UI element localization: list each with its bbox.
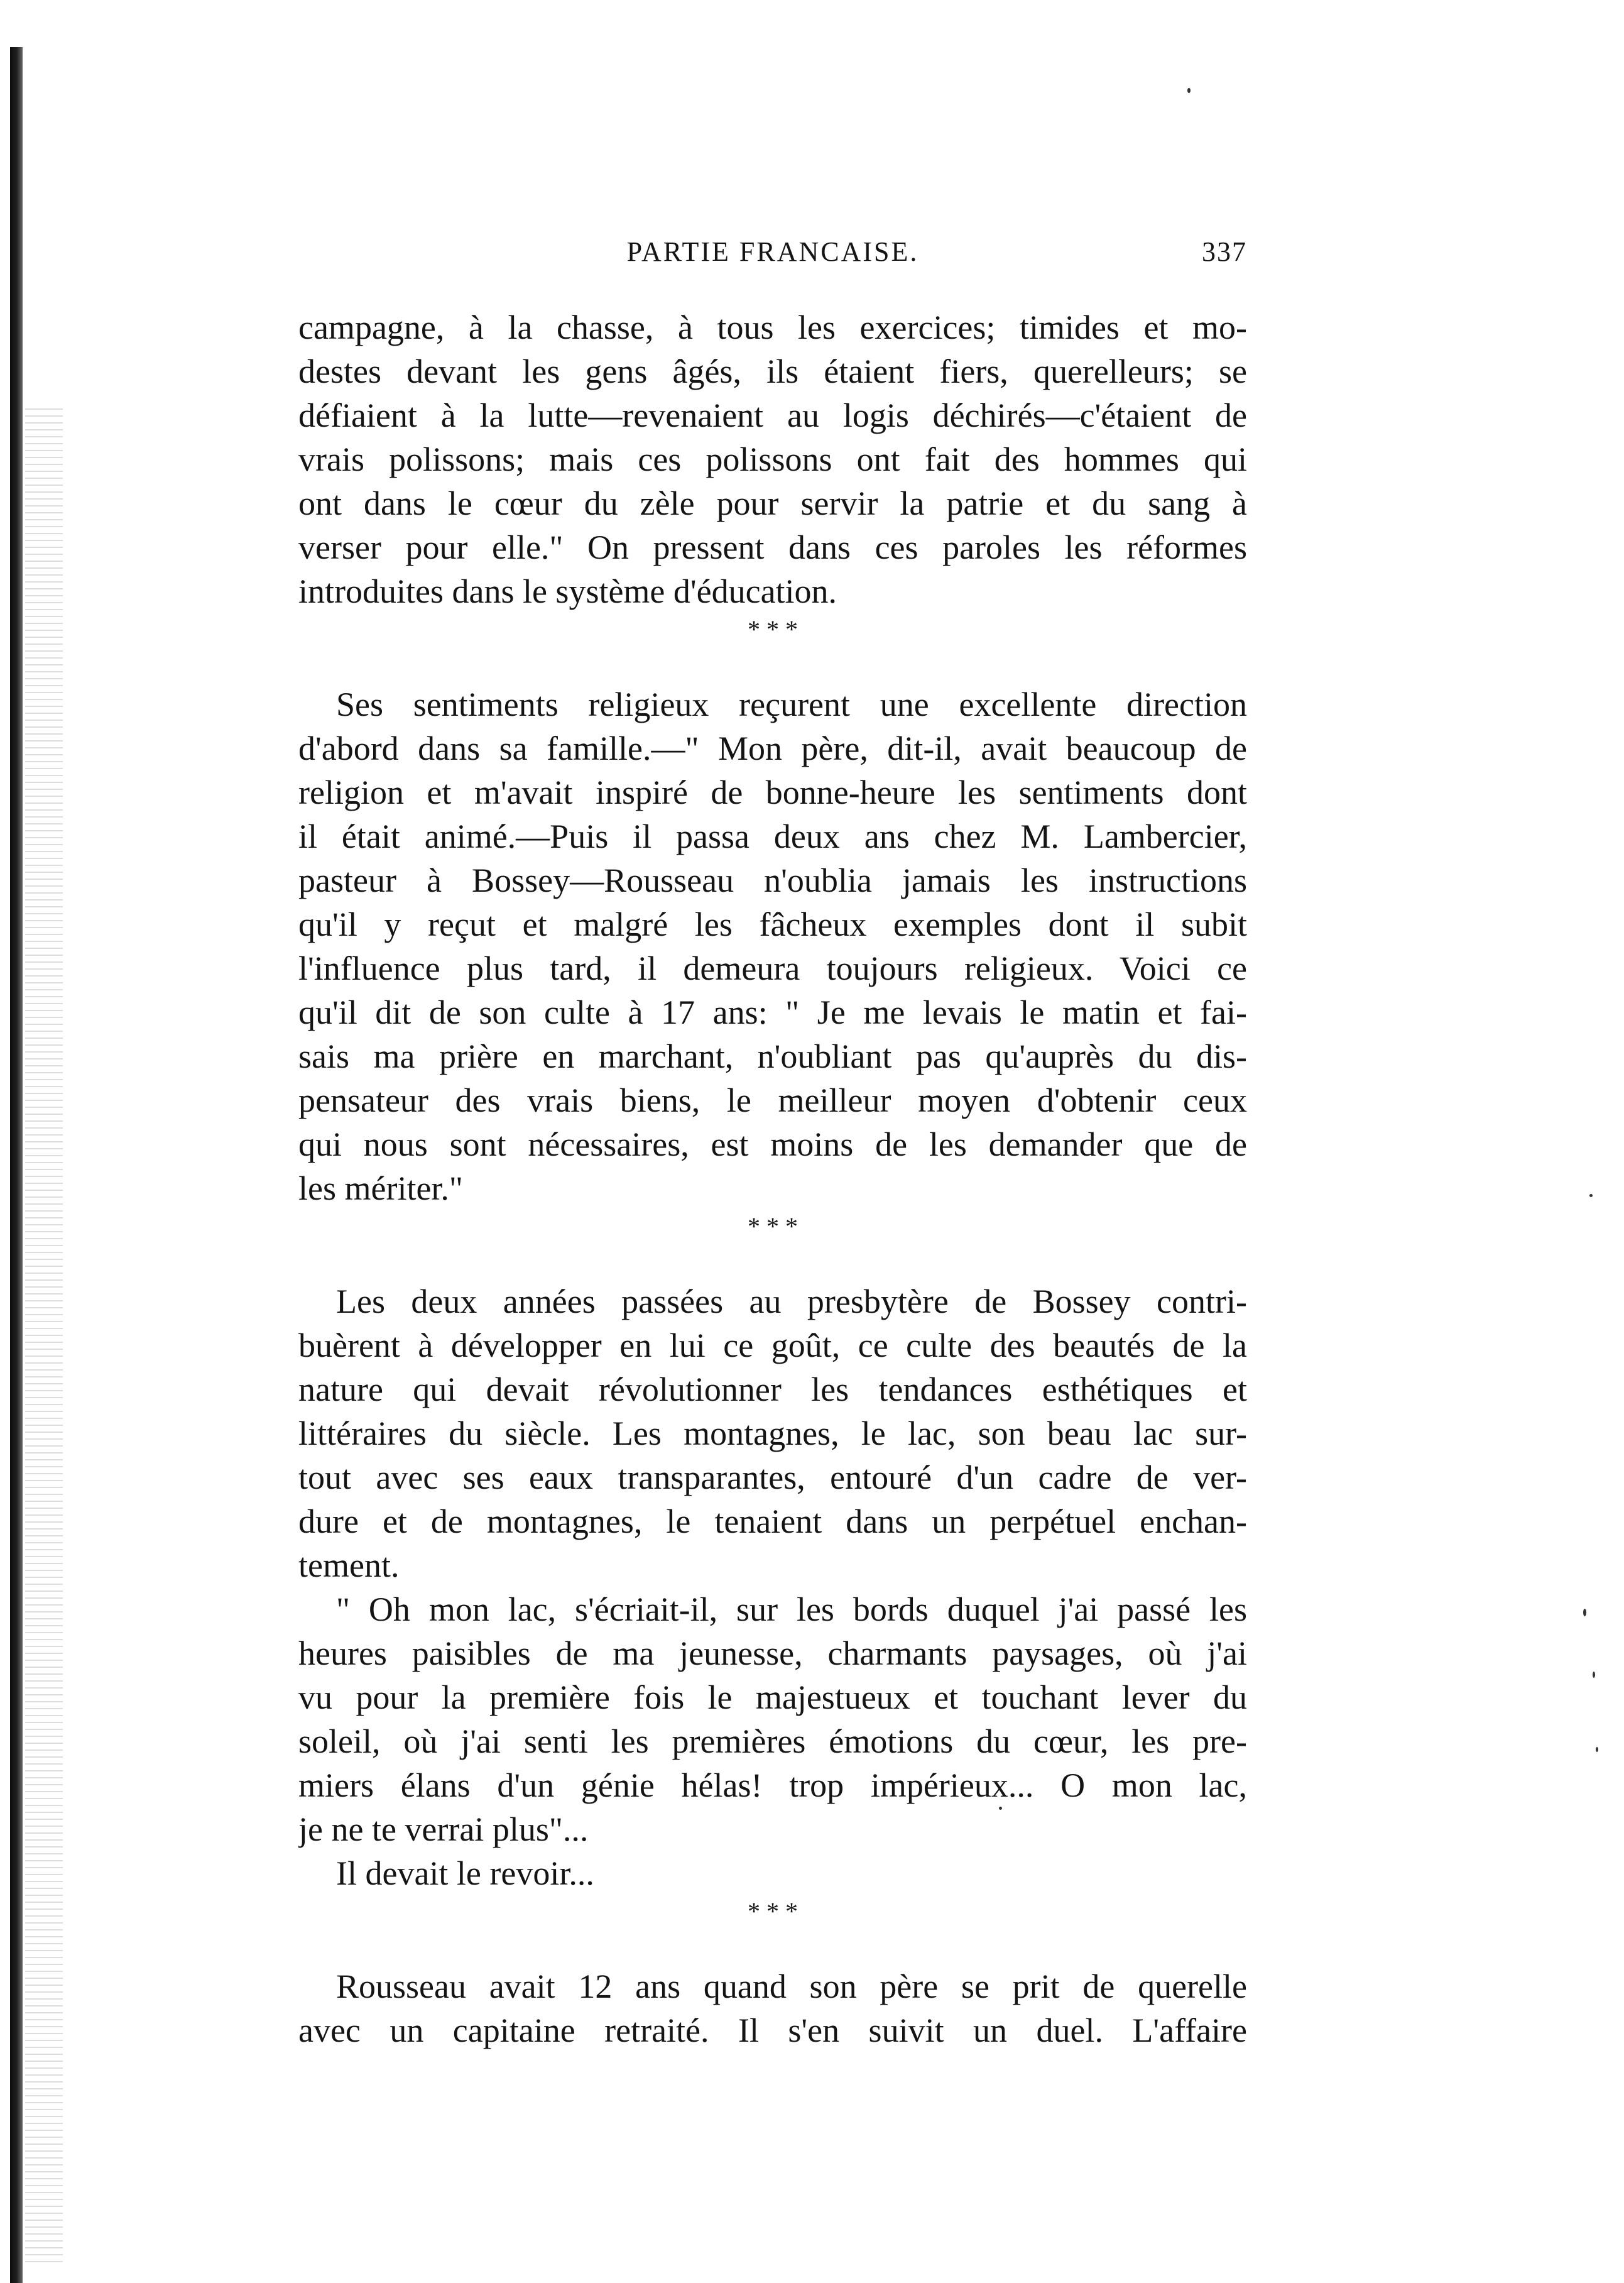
page-number: 337 [1202,236,1247,267]
text-line: pensateur des vrais biens, le meilleur moyen d'obtenir ceux [298,1081,1247,1119]
text-line: ont dans le cœur du zèle pour servir la patrie et du sang à [298,485,1247,522]
section-asterism: * * * [748,1212,798,1240]
paragraph [298,682,1247,1210]
text-line: tout avec ses eaux transparantes, entouré d'un cadre de ver- [298,1459,1247,1496]
text-line: buèrent à développer en lui ce goût, ce culte des beautés de la [298,1327,1247,1364]
text-line: les mériter." [298,1169,463,1207]
text-line: Rousseau avait 12 ans quand son père se prit de querelle [336,1968,1247,2005]
text-line: qui nous sont nécessaires, est moins de les demander que de [298,1125,1247,1163]
text-line: dure et de montagnes, le tenaient dans un perpétuel enchan- [298,1503,1247,1540]
text-line: pasteur à Bossey—Rousseau n'oublia jamais les instructions [298,862,1247,899]
text-line: heures paisibles de ma jeunesse, charmants paysages, où j'ai [298,1634,1247,1672]
text-line: Ses sentiments religieux reçurent une excellente direction [336,686,1247,723]
section-asterism: * * * [748,1897,798,1925]
text-line: il était animé.—Puis il passa deux ans chez M. Lambercier, [298,818,1247,855]
text-line: littéraires du siècle. Les montagnes, le lac, son beau lac sur- [298,1415,1247,1452]
paragraph [298,305,1247,613]
text-line: l'influence plus tard, il demeura toujours religieux. Voici ce [298,950,1247,987]
scan-speck [1583,1609,1586,1616]
text-line: défiaient à la lutte—revenaient au logis déchirés—c'étaient de [298,397,1247,434]
text-line: destes devant les gens âgés, ils étaient fiers, querelleurs; se [298,353,1247,390]
text-line: Les deux années passées au presbytère de Bossey contri- [336,1283,1247,1320]
scan-speck [1596,1747,1598,1752]
scan-speck [999,1807,1002,1810]
text-line: je ne te verrai plus"... [298,1810,589,1848]
scan-speck [1187,88,1191,93]
scan-margin-noise [25,408,63,2262]
paragraph [298,1587,1247,1851]
page-header [298,236,1247,273]
text-line: d'abord dans sa famille.—" Mon père, dit-il, avait beaucoup de [298,730,1247,767]
text-line: Il devait le revoir... [336,1854,594,1892]
running-title: PARTIE FRANCAISE. [626,236,919,267]
paragraph [298,1964,1247,2052]
text-line: qu'il y reçut et malgré les fâcheux exemples dont il subit [298,906,1247,943]
text-line: religion et m'avait inspiré de bonne-heure les sentiments dont [298,774,1247,811]
scan-speck [1593,1672,1595,1678]
text-line: campagne, à la chasse, à tous les exercices; timides et mo- [298,309,1247,346]
text-line: verser pour elle." On pressent dans ces paroles les réformes [298,528,1247,566]
text-line: avec un capitaine retraité. Il s'en suivit un duel. L'affaire [298,2012,1247,2049]
page-binding-edge [10,47,23,2283]
text-line: " Oh mon lac, s'écriait-il, sur les bords duquel j'ai passé les [336,1590,1247,1628]
text-line: sais ma prière en marchant, n'oubliant pas qu'auprès du dis- [298,1037,1247,1075]
text-line: soleil, où j'ai senti les premières émotions du cœur, les pre- [298,1722,1247,1760]
text-line: introduites dans le système d'éducation. [298,572,837,610]
text-line: tement. [298,1547,400,1584]
text-line: vrais polissons; mais ces polissons ont fait des hommes qui [298,441,1247,478]
text-line: qu'il dit de son culte à 17 ans: " Je me levais le matin et fai- [298,994,1247,1031]
text-line: nature qui devait révolutionner les tendances esthétiques et [298,1371,1247,1408]
body-text [298,305,1247,2052]
text-line: vu pour la première fois le majestueux et touchant lever du [298,1678,1247,1716]
paragraph [298,1851,1247,1895]
paragraph [298,1279,1247,1587]
scan-speck [1589,1194,1593,1197]
section-asterism: * * * [748,615,798,643]
text-line: miers élans d'un génie hélas! trop impérieux... O mon lac, [298,1766,1247,1804]
